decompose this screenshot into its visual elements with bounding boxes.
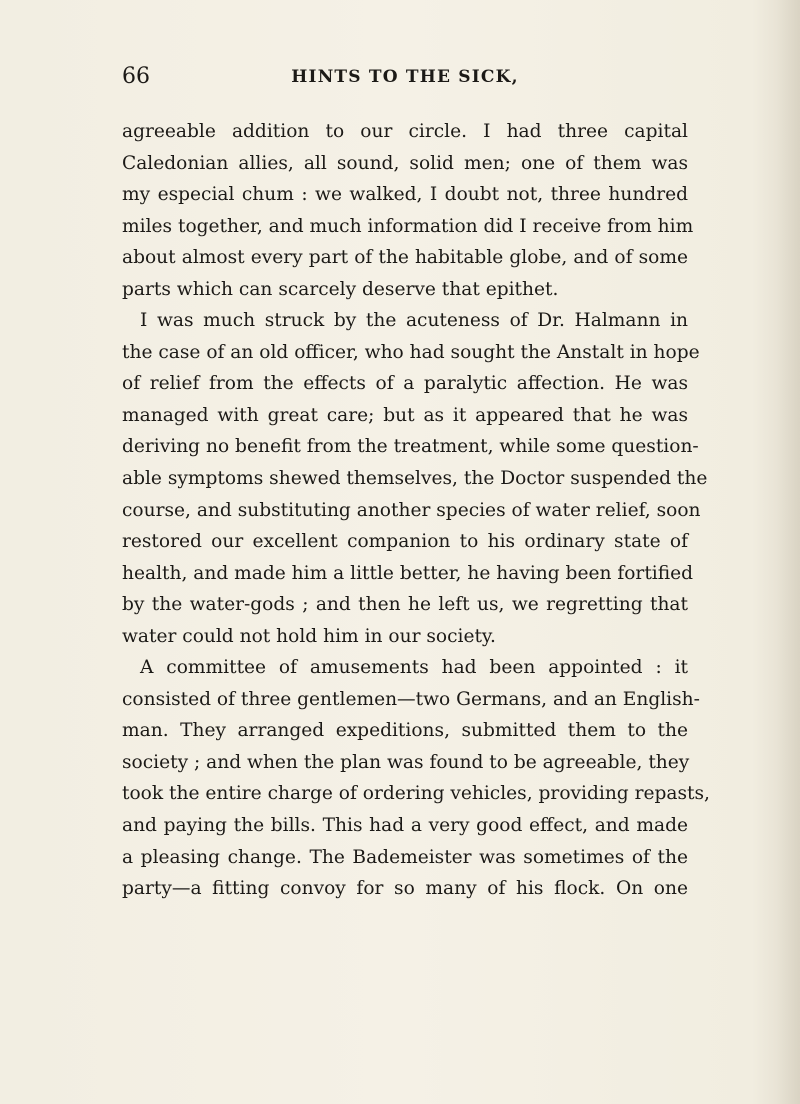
- text-line: A committee of amusements had been appointed : it: [140, 657, 688, 679]
- text-line: man. They arranged expeditions, submitted them to the: [122, 720, 688, 742]
- text-line: took the entire charge of ordering vehicles, providing repasts,: [122, 783, 710, 805]
- page-header: [122, 62, 688, 92]
- text-line: of relief from the effects of a paralytic affection. He was: [122, 373, 688, 395]
- text-line: course, and substituting another species of water relief, soon: [122, 499, 701, 521]
- text-line: restored our excellent companion to his ordinary state of: [122, 531, 688, 553]
- text-line: able symptoms shewed themselves, the Doctor suspended the: [122, 468, 708, 490]
- text-line: a pleasing change. The Bademeister was sometimes of the: [122, 846, 688, 868]
- text-line: and paying the bills. This had a very good effect, and made: [122, 815, 688, 837]
- text-line: deriving no benefit from the treatment, while some question-: [122, 436, 699, 458]
- text-line: managed with great care; but as it appeared that he was: [122, 404, 688, 426]
- running-head: HINTS TO THE SICK,: [291, 67, 519, 87]
- text-line: I was much struck by the acuteness of Dr. Halmann in: [140, 310, 688, 332]
- text-line: the case of an old officer, who had sought the Anstalt in hope: [122, 341, 700, 363]
- text-line: agreeable addition to our circle. I had three capital: [122, 121, 688, 142]
- text-line: consisted of three gentlemen—two Germans, and an English-: [122, 688, 700, 710]
- text-line: Caledonian allies, all sound, solid men; one of them was: [122, 152, 688, 174]
- page-number: 66: [122, 64, 150, 89]
- text-line: by the water-gods ; and then he left us, we regretting that: [122, 594, 688, 616]
- body-text: [122, 116, 710, 905]
- text-line: parts which can scarcely deserve that epithet.: [122, 278, 559, 300]
- text-line: my especial chum : we walked, I doubt not, three hundred: [122, 184, 688, 206]
- text-line: society ; and when the plan was found to be agreeable, they: [122, 751, 690, 773]
- text-line: miles together, and much information did I receive from him: [122, 215, 694, 237]
- text-line: about almost every part of the habitable globe, and of some: [122, 247, 688, 269]
- text-line: party—a fitting convoy for so many of his flock. On one: [122, 878, 688, 900]
- text-line: water could not hold him in our society.: [122, 625, 496, 647]
- text-line: health, and made him a little better, he having been fortified: [122, 562, 694, 584]
